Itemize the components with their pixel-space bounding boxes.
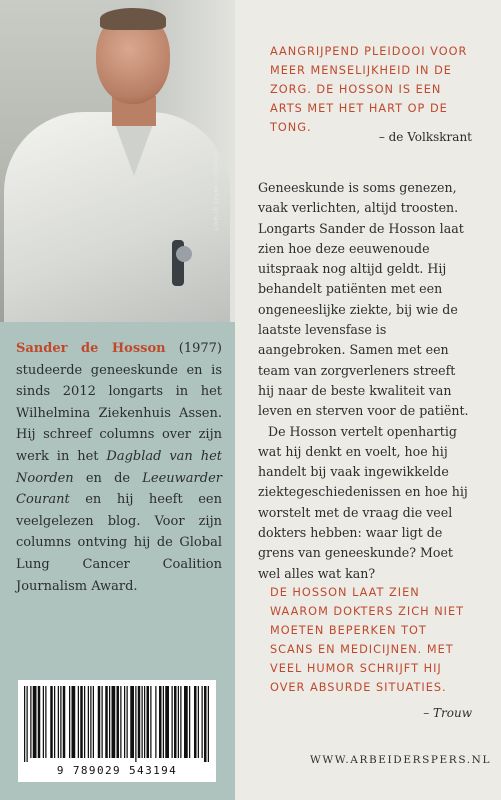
barcode-bar (33, 686, 37, 758)
barcode-bar (204, 686, 207, 762)
barcode-bar (58, 686, 59, 758)
barcode-bar (184, 686, 188, 758)
bio-newspaper-1: Dagblad van het Noorden (16, 448, 222, 486)
barcode-bar (194, 686, 197, 758)
barcode-bar (84, 686, 85, 758)
barcode-bar (178, 686, 179, 758)
barcode-bar (102, 686, 103, 758)
blurb-paragraph-2: De Hosson vertelt openhartig wat hij denkt en voelt, hoe hij handelt bij vaak ingewikkelde ziektegeschiedenissen en hoe hij worstelt met de vraag die veel dokters hebben: waar ligt de grens van geneeskunde? Moet wel alles wat kan? (258, 423, 468, 581)
barcode-bar (165, 686, 169, 758)
author-name: Sander de Hosson (16, 341, 166, 356)
photo-badge-clip (176, 246, 192, 262)
barcode-bar (135, 686, 136, 762)
barcode-bar (198, 686, 199, 758)
barcode-bar (69, 686, 70, 758)
barcode-bar (208, 686, 209, 762)
barcode-bar (88, 686, 89, 758)
review-quote-top: AANGRIJPEND PLEIDOOI VOOR MEER MENSELIJKHEID IN DE ZORG. DE HOSSON IS EEN ARTS MET HET HART OP DE TONG. (270, 45, 468, 134)
barcode-bar (112, 686, 116, 758)
barcode-bar (117, 686, 120, 758)
author-bio (16, 338, 222, 597)
barcode-bar (130, 686, 134, 758)
barcode-bar (202, 686, 203, 758)
barcode-bar (147, 686, 150, 758)
barcode-bar (138, 686, 141, 758)
barcode-bar (93, 686, 94, 758)
barcode-bar (45, 686, 46, 758)
barcode-bar (127, 686, 128, 758)
barcode-bar (180, 686, 181, 758)
barcode-bar (150, 686, 151, 758)
barcode-bar (174, 686, 177, 758)
barcode-bars (22, 686, 212, 762)
isbn-number: 9 789029 543194 (56, 764, 178, 777)
barcode-bar (163, 686, 164, 758)
photo-credit: LINELLE DEUNK / LEEMAGE (214, 150, 220, 230)
barcode-bar (90, 686, 91, 758)
barcode-bar (144, 686, 145, 758)
barcode-bar (30, 686, 31, 758)
blurb (258, 178, 472, 584)
barcode-bar (98, 686, 101, 758)
barcode-bar (72, 686, 76, 758)
bio-text-1: (1977) studeerde geneeskunde en is sinds 2012 longarts in het Wilhelmina Ziekenhuis Assen. Hij schreef columns over zijn werk in het (16, 341, 222, 464)
author-photo (0, 0, 235, 322)
barcode-bar (43, 686, 44, 758)
barcode-bar (155, 686, 156, 758)
barcode-bar (38, 686, 41, 758)
barcode (18, 680, 216, 782)
barcode-bar (27, 686, 28, 762)
barcode-bar (63, 686, 66, 758)
barcode-bar (189, 686, 190, 758)
review-source-bottom: – Trouw (423, 706, 472, 720)
barcode-bar (80, 686, 83, 758)
bio-text-2: en de (73, 470, 143, 486)
barcode-bar (172, 686, 173, 758)
barcode-bar (54, 686, 55, 758)
barcode-bar (78, 686, 79, 758)
barcode-bar (124, 686, 125, 758)
barcode-bar (24, 686, 25, 762)
barcode-bar (142, 686, 143, 758)
barcode-bar (120, 686, 121, 758)
barcode-bar (60, 686, 61, 758)
bio-text-3: en hij heeft een veelgelezen blog. Voor zijn columns ontving hij de Global Lung Cancer Coalition Journalism Award. (16, 492, 222, 594)
publisher-url[interactable]: WWW.ARBEIDERSPERS.NL (310, 754, 492, 766)
barcode-bar (109, 686, 110, 758)
review-source-top: – de Volkskrant (378, 130, 472, 144)
left-column (0, 0, 235, 800)
photo-hair (100, 8, 166, 30)
review-quote-bottom: DE HOSSON LAAT ZIEN WAAROM DOKTERS ZICH NIET MOETEN BEPERKEN TOT SCANS EN MEDICIJNEN. MET VEEL HUMOR SCHRIJFT HIJ OVER ABSURDE SITUATIES. (270, 586, 465, 694)
barcode-bar (159, 686, 162, 758)
barcode-bar (50, 686, 53, 758)
barcode-bar (105, 686, 108, 758)
bio-newspaper-2: Leeuwarder Courant (16, 470, 222, 508)
blurb-paragraph-1: Geneeskunde is soms genezen, vaak verlichten, altijd troosten. Longarts Sander de Hosson laat zien hoe deze eeuwenoude uitspraak nog altijd geldt. Hij behandelt patiënten met een ongeneeslijke ziekte, bij wie de laatste levensfase is aangebroken. Samen met een team van zorgverleners streeft hij naar de beste kwaliteit van leven en sterven voor de patiënt. (258, 180, 469, 419)
